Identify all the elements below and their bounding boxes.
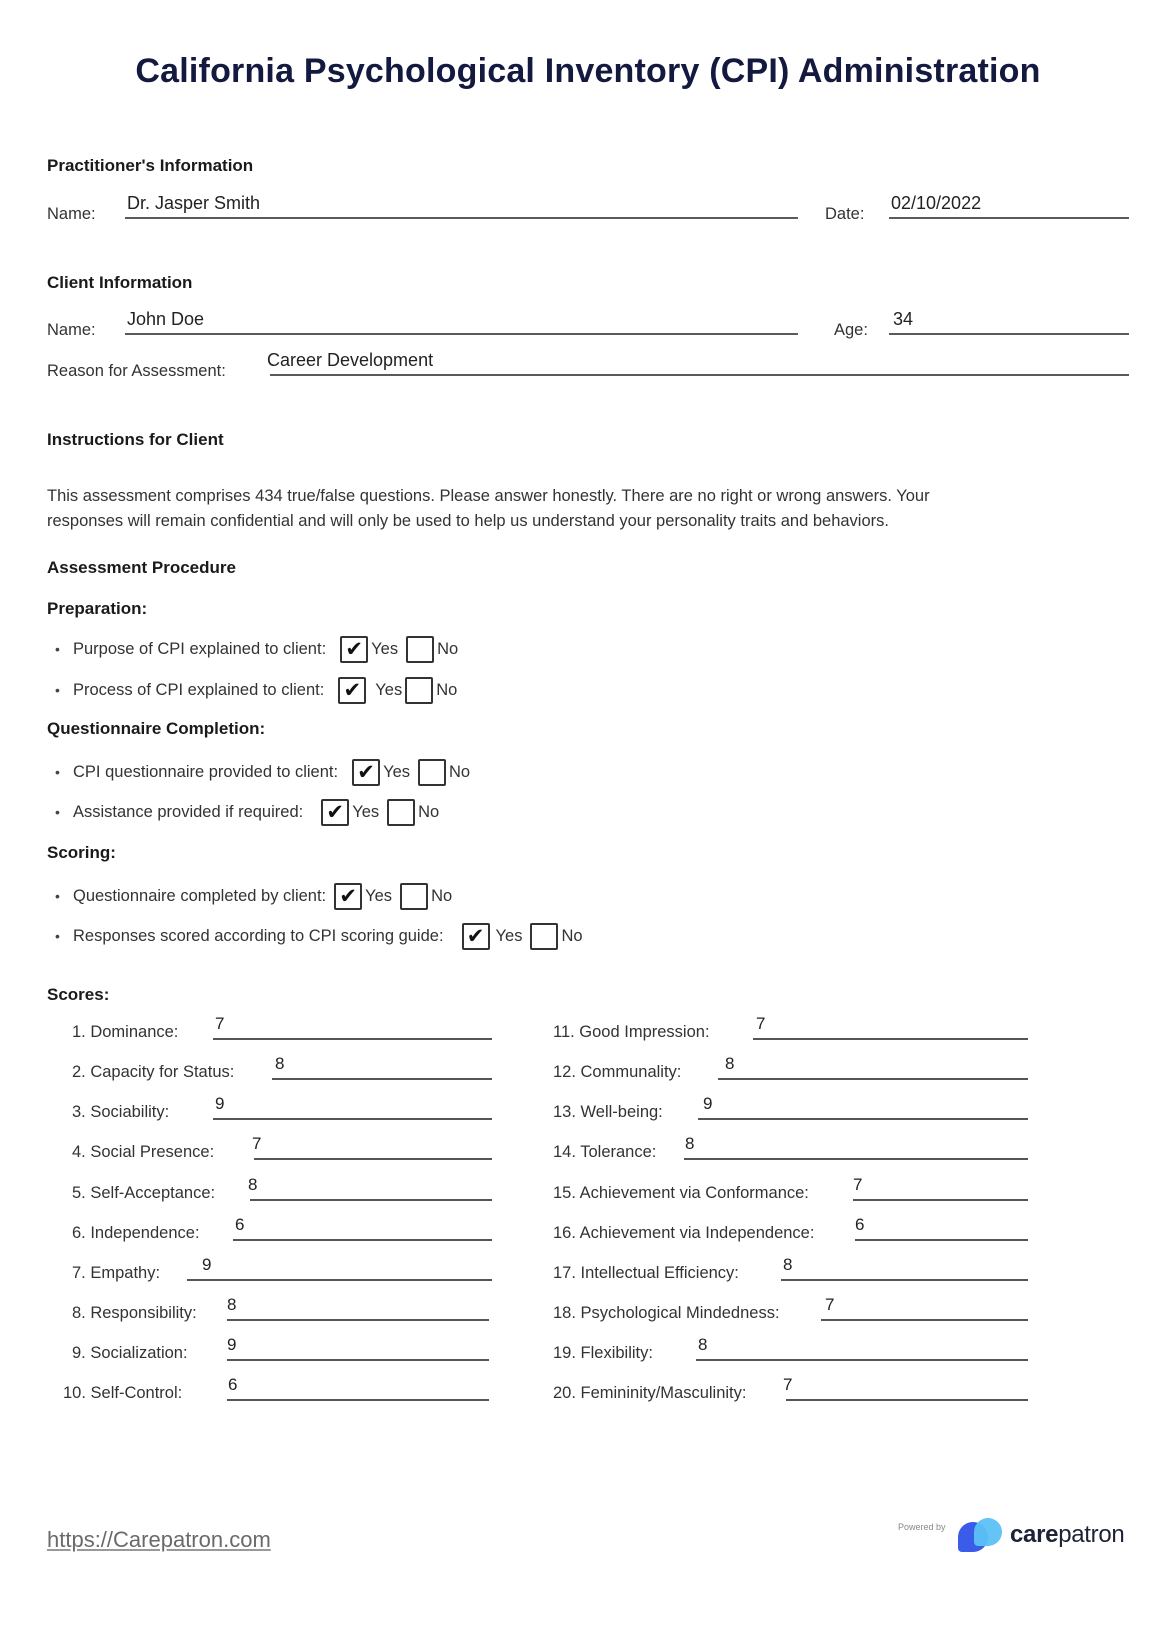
item-label: Responses scored according to CPI scoring guide: [73, 926, 444, 945]
item-label: Process of CPI explained to client: [73, 680, 325, 699]
procedure-heading: Assessment Procedure [47, 558, 236, 577]
score-line [213, 1038, 492, 1040]
score-row-good-impression [553, 1010, 1028, 1046]
scoring-heading: Scoring: [47, 843, 116, 862]
checklist-item [55, 797, 439, 827]
powered-by-label: Powered by [898, 1522, 946, 1532]
score-line [786, 1399, 1028, 1401]
yes-label: Yes [375, 680, 403, 699]
score-value[interactable]: 8 [685, 1134, 695, 1153]
reason-line [270, 374, 1129, 376]
score-label: 8. Responsibility: [72, 1304, 197, 1322]
score-line [753, 1038, 1028, 1040]
score-line [272, 1078, 492, 1080]
score-label: 15. Achievement via Conformance: [553, 1184, 809, 1202]
score-row-empathy [72, 1251, 492, 1287]
score-value[interactable]: 8 [275, 1054, 285, 1073]
score-label: 14. Tolerance: [553, 1143, 657, 1161]
client-name-label: Name: [47, 321, 96, 339]
practitioner-name-label: Name: [47, 205, 96, 223]
score-label: 11. Good Impression: [553, 1023, 710, 1041]
score-line [227, 1359, 489, 1361]
score-line [227, 1319, 489, 1321]
score-line [853, 1199, 1028, 1201]
score-row-achievement-via-independence [553, 1211, 1028, 1247]
bullet-dot: • [55, 928, 60, 944]
item-label: Questionnaire completed by client: [73, 886, 327, 905]
no-checkbox[interactable] [418, 759, 446, 786]
score-label: 13. Well-being: [553, 1103, 663, 1121]
score-line [684, 1158, 1028, 1160]
checklist-item [55, 921, 583, 951]
score-value[interactable]: 8 [698, 1335, 708, 1354]
score-line [781, 1279, 1028, 1281]
score-label: 17. Intellectual Efficiency: [553, 1264, 739, 1282]
score-line [227, 1399, 489, 1401]
client-name-line [125, 333, 798, 335]
score-row-socialization [72, 1331, 492, 1367]
score-label: 6. Independence: [72, 1224, 200, 1242]
score-value[interactable]: 8 [725, 1054, 735, 1073]
scores-heading: Scores: [47, 985, 110, 1004]
score-line [821, 1319, 1028, 1321]
brand-bold: care [1010, 1521, 1059, 1548]
no-checkbox[interactable] [405, 677, 433, 704]
score-value[interactable]: 7 [252, 1134, 262, 1153]
score-line [233, 1239, 492, 1241]
no-label: No [436, 680, 458, 699]
score-value[interactable]: 7 [783, 1375, 793, 1394]
score-line [855, 1239, 1028, 1241]
score-label: 16. Achievement via Independence: [553, 1224, 815, 1242]
score-row-capacity-for-status [72, 1050, 492, 1086]
bullet-dot: • [55, 641, 60, 657]
bullet-dot: • [55, 682, 60, 698]
score-row-well-being [553, 1090, 1028, 1126]
date-value[interactable]: 02/10/2022 [891, 193, 982, 213]
score-row-sociability [72, 1090, 492, 1126]
questionnaire-heading: Questionnaire Completion: [47, 719, 266, 738]
no-label: No [431, 886, 453, 905]
practitioner-name-value[interactable]: Dr. Jasper Smith [127, 193, 261, 213]
score-row-communality [553, 1050, 1028, 1086]
score-label: 5. Self-Acceptance: [72, 1184, 216, 1202]
yes-label: Yes [495, 926, 523, 945]
carepatron-logo[interactable] [958, 1518, 1124, 1552]
checklist-item [55, 675, 457, 705]
score-label: 7. Empathy: [72, 1264, 161, 1282]
date-label: Date: [825, 205, 865, 223]
score-label: 10. Self-Control: [63, 1384, 183, 1402]
instructions-line-1: This assessment comprises 434 true/false questions. Please answer honestly. There are no right or wrong answers. Your [47, 487, 930, 505]
score-value[interactable]: 9 [202, 1255, 212, 1274]
score-value[interactable]: 8 [783, 1255, 793, 1274]
carepatron-link[interactable]: https://Carepatron.com [47, 1527, 271, 1552]
score-row-tolerance [553, 1130, 1028, 1166]
score-label: 4. Social Presence: [72, 1143, 215, 1161]
score-value[interactable]: 7 [853, 1175, 863, 1194]
score-value[interactable]: 6 [235, 1215, 245, 1234]
reason-value[interactable]: Career Development [267, 350, 434, 370]
yes-checkbox-checked[interactable]: ✔ [338, 677, 366, 704]
bullet-dot: • [55, 764, 60, 780]
score-label: 1. Dominance: [72, 1023, 179, 1041]
score-row-femininity-masculinity [553, 1371, 1028, 1407]
score-label: 18. Psychological Mindedness: [553, 1304, 780, 1322]
checklist-item [55, 634, 458, 664]
item-label: Assistance provided if required: [73, 802, 304, 821]
carepatron-wordmark [1010, 1521, 1124, 1549]
preparation-heading: Preparation: [47, 599, 148, 618]
carepatron-logo-icon [958, 1518, 1004, 1552]
no-label: No [437, 639, 459, 658]
bullet-dot: • [55, 804, 60, 820]
client-heading: Client Information [47, 273, 193, 292]
score-row-psychological-mindedness [553, 1291, 1028, 1327]
score-line [698, 1118, 1028, 1120]
instructions-line-2: responses will remain confidential and will only be used to help us understand your personality traits and behaviors. [47, 512, 889, 530]
score-row-flexibility [553, 1331, 1028, 1367]
score-row-achievement-via-conformance [553, 1171, 1028, 1207]
score-value[interactable]: 8 [248, 1175, 258, 1194]
score-label: 9. Socialization: [72, 1344, 188, 1362]
score-value[interactable]: 9 [227, 1335, 237, 1354]
bullet-dot: • [55, 888, 60, 904]
yes-checkbox-checked[interactable]: ✔ [462, 923, 490, 950]
score-label: 2. Capacity for Status: [72, 1063, 235, 1081]
yes-checkbox-checked[interactable]: ✔ [352, 759, 380, 786]
practitioner-name-line [125, 217, 798, 219]
score-value[interactable]: 7 [215, 1014, 225, 1033]
practitioner-heading: Practitioner's Information [47, 156, 254, 175]
score-line [213, 1118, 492, 1120]
score-line [250, 1199, 492, 1201]
score-value[interactable]: 9 [703, 1094, 713, 1113]
instructions-text [47, 484, 1107, 534]
score-line [254, 1158, 492, 1160]
no-checkbox[interactable] [530, 923, 558, 950]
age-label: Age: [834, 321, 868, 339]
no-label: No [561, 926, 583, 945]
client-name-value[interactable]: John Doe [127, 309, 205, 329]
no-checkbox[interactable] [387, 799, 415, 826]
score-row-self-control [63, 1371, 493, 1407]
yes-checkbox-checked[interactable]: ✔ [340, 636, 368, 663]
score-row-dominance [72, 1010, 492, 1046]
yes-label: Yes [371, 639, 399, 658]
score-value[interactable]: 6 [855, 1215, 865, 1234]
page-title: California Psychological Inventory (CPI) Administration [135, 52, 1041, 90]
yes-label: Yes [365, 886, 393, 905]
score-value[interactable]: 9 [215, 1094, 225, 1113]
score-value[interactable]: 8 [227, 1295, 237, 1314]
checklist-item [55, 881, 452, 911]
score-label: 3. Sociability: [72, 1103, 170, 1121]
score-row-independence [72, 1211, 492, 1247]
score-row-intellectual-efficiency [553, 1251, 1028, 1287]
checklist-item [55, 757, 470, 787]
item-label: CPI questionnaire provided to client: [73, 762, 339, 781]
score-row-self-acceptance [72, 1171, 492, 1207]
reason-label: Reason for Assessment: [47, 362, 226, 380]
score-line [696, 1359, 1028, 1361]
score-label: 12. Communality: [553, 1063, 682, 1081]
date-line [889, 217, 1129, 219]
score-value[interactable]: 7 [756, 1014, 766, 1033]
no-checkbox[interactable] [400, 883, 428, 910]
yes-checkbox-checked[interactable]: ✔ [334, 883, 362, 910]
no-label: No [449, 762, 471, 781]
age-value[interactable]: 34 [893, 309, 914, 329]
score-line [718, 1078, 1028, 1080]
score-line [187, 1279, 492, 1281]
yes-checkbox-checked[interactable]: ✔ [321, 799, 349, 826]
item-label: Purpose of CPI explained to client: [73, 639, 327, 658]
score-row-social-presence [72, 1130, 492, 1166]
score-label: 19. Flexibility: [553, 1344, 653, 1362]
no-label: No [418, 802, 440, 821]
score-row-responsibility [72, 1291, 492, 1327]
score-label: 20. Femininity/Masculinity: [553, 1384, 747, 1402]
score-value[interactable]: 6 [228, 1375, 238, 1394]
age-line [889, 333, 1129, 335]
yes-label: Yes [383, 762, 410, 781]
instructions-heading: Instructions for Client [47, 430, 224, 449]
yes-label: Yes [352, 802, 380, 821]
brand-light: patron [1058, 1521, 1125, 1548]
score-value[interactable]: 7 [825, 1295, 835, 1314]
no-checkbox[interactable] [406, 636, 434, 663]
